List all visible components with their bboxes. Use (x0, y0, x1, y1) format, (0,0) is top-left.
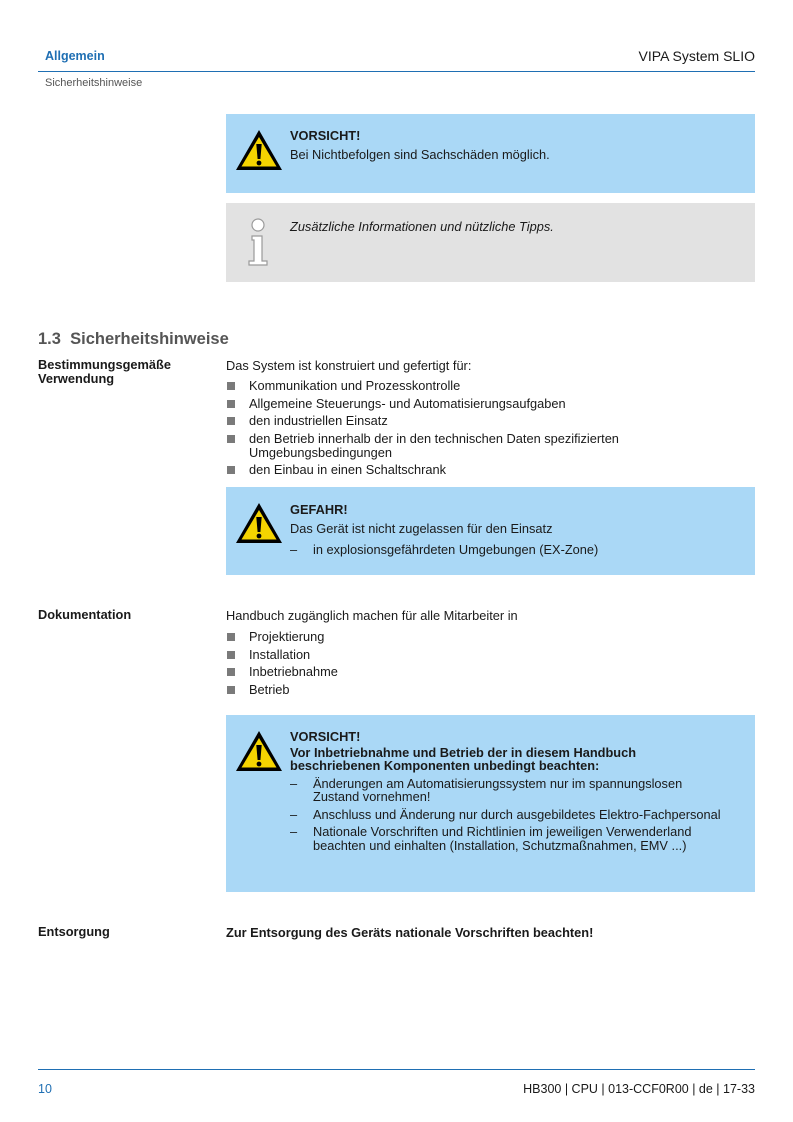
documentation-intro: Handbuch zugänglich machen für alle Mitarbeiter in (226, 608, 518, 623)
list-item: Betrieb (226, 683, 755, 697)
caution-title: VORSICHT! (290, 128, 361, 143)
list-item: den Betrieb innerhalb der in den technischen Daten spezifizierten Umgebungsbedingungen (226, 432, 755, 460)
header-product: VIPA System SLIO (638, 48, 755, 64)
list-item: Kommunikation und Prozesskontrolle (226, 379, 755, 393)
list-item: Projektierung (226, 630, 755, 644)
footer-rule (38, 1069, 755, 1070)
disposal-label: Entsorgung (38, 924, 110, 939)
page-number: 10 (38, 1082, 52, 1096)
disposal-text: Zur Entsorgung des Geräts nationale Vorschriften beachten! (226, 925, 594, 940)
documentation-label: Dokumentation (38, 607, 132, 622)
section-heading (38, 330, 229, 349)
info-text: Zusätzliche Informationen und nützliche Tipps. (290, 219, 554, 234)
info-icon (244, 217, 272, 267)
document-reference: HB300 | CPU | 013-CCF0R00 | de | 17-33 (523, 1082, 755, 1096)
intended-use-intro: Das System ist konstruiert und gefertigt für: (226, 358, 472, 373)
list-item: Installation (226, 648, 755, 662)
list-item: Inbetriebnahme (226, 665, 755, 679)
info-box (226, 203, 755, 282)
danger-title: GEFAHR! (290, 502, 348, 517)
list-item: den Einbau in einen Schaltschrank (226, 463, 755, 477)
section-number: 1.3 (38, 330, 61, 348)
caution-subtitle: Vor Inbetriebnahme und Betrieb der in diesem Handbuch beschriebenen Komponenten unbedingt beachten: (290, 744, 637, 773)
caution-title: VORSICHT! (290, 729, 361, 744)
warning-triangle-icon (234, 501, 284, 545)
warning-triangle-icon (234, 128, 284, 172)
intended-use-label: Bestimmungsgemäße Verwendung (38, 357, 171, 386)
list-item: – in explosionsgefährdeten Umgebungen (EX-Zone) (290, 542, 599, 557)
header-subsection: Sicherheitshinweise (45, 77, 143, 89)
warning-triangle-icon (234, 729, 284, 773)
list-item: – Nationale Vorschriften und Richtlinien im jeweiligen Verwenderland beachten und einhalten (Installation, Schutzmaßnahmen, EMV ...) (290, 824, 692, 853)
section-title: Sicherheitshinweise (70, 330, 229, 348)
list-item: – Anschluss und Änderung nur durch ausgebildetes Elektro-Fachpersonal (290, 806, 721, 822)
danger-box (226, 487, 755, 575)
list-item: – Änderungen am Automatisierungssystem nur im spannungslosen Zustand vornehmen! (290, 775, 683, 804)
header-section: Allgemein (45, 49, 105, 63)
danger-text: Das Gerät ist nicht zugelassen für den Einsatz (290, 521, 553, 536)
list-item: Allgemeine Steuerungs- und Automatisierungsaufgaben (226, 397, 755, 411)
intended-use-list (226, 379, 755, 481)
list-item: den industriellen Einsatz (226, 414, 755, 428)
caution-box-top (226, 114, 755, 193)
caution-box-documentation (226, 715, 755, 892)
header-rule (38, 71, 755, 72)
caution-text: Bei Nichtbefolgen sind Sachschäden möglich. (290, 147, 550, 162)
documentation-list (226, 630, 755, 700)
